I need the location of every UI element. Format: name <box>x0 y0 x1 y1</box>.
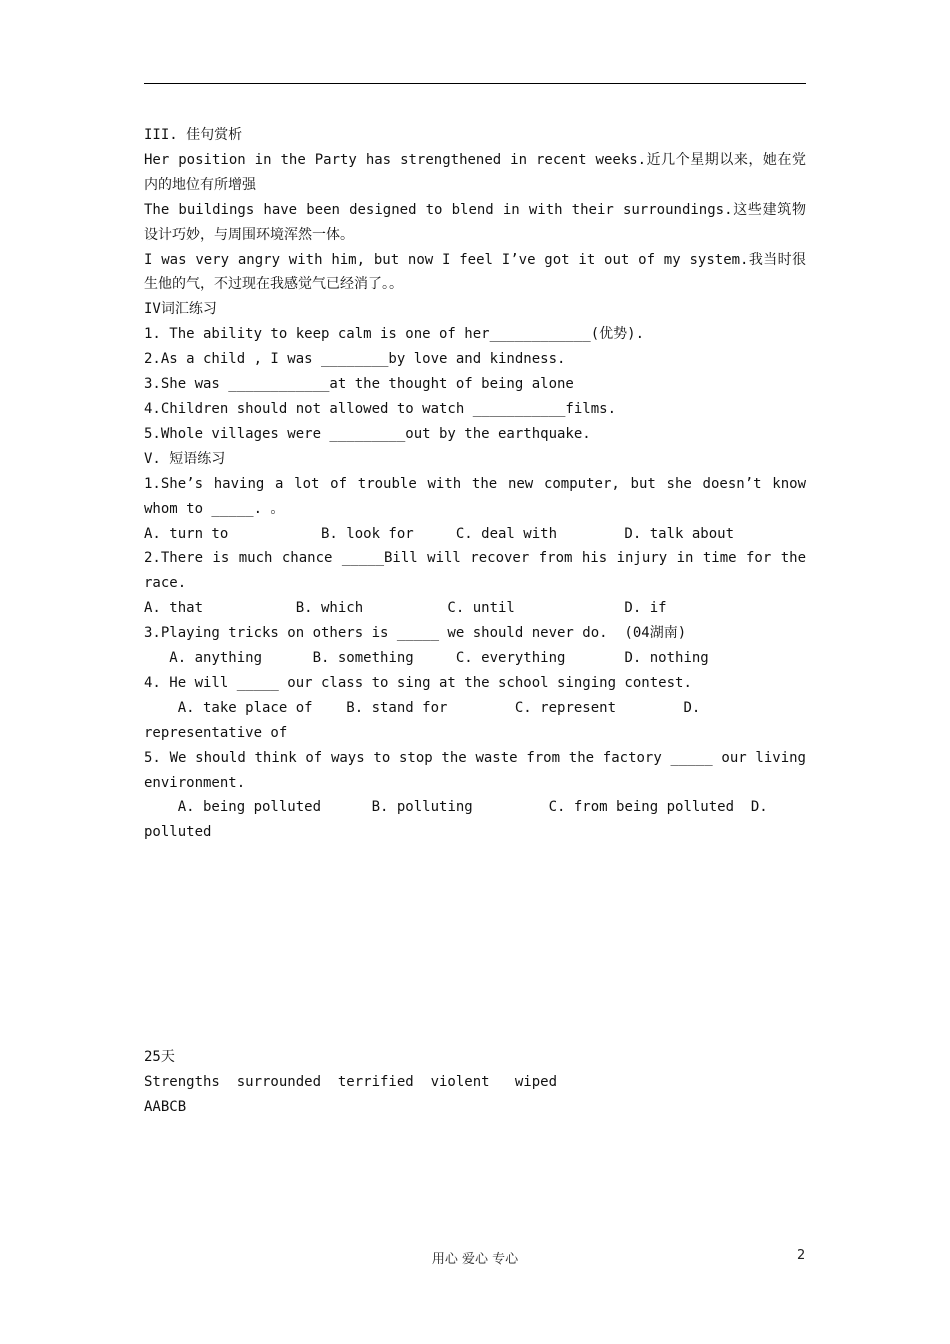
answer-day: 25天 <box>144 1049 175 1065</box>
phrase-options-1: A. turn to B. look for C. deal with D. talk about <box>144 525 735 542</box>
phrase-question-1: 1.She’s having a lot of trouble with the new computer, but she doesn’t know whom to _____. 。 <box>144 475 806 517</box>
vocab-item-3: 3.She was ____________at the thought of being alone <box>144 376 574 393</box>
phrase-question-4: 4. He will _____ our class to sing at the school singing contest. <box>144 674 692 691</box>
sentence-3: I was very angry with him, but now I feel I’ve got it out of my system.我当时很生他的气，不过现在我感觉气已经消了。。 <box>144 251 806 293</box>
section3-heading: III. 佳句赏析 <box>144 127 243 143</box>
answer-vocab: Strengths surrounded terrified violent wiped <box>144 1073 558 1090</box>
section5-heading: V. 短语练习 <box>144 450 226 467</box>
vocab-item-5: 5.Whole villages were _________out by the earthquake. <box>144 425 591 442</box>
answer-choices: AABCB <box>144 1098 187 1115</box>
phrase-question-5: 5. We should think of ways to stop the waste from the factory _____ our living environment. <box>144 749 806 791</box>
phrase-options-4: A. take place of B. stand for C. represent D. representative of <box>144 699 709 741</box>
answer-key <box>144 1045 806 1120</box>
sentence-1: Her position in the Party has strengthened in recent weeks.近几个星期以来，她在党内的地位有所增强 <box>144 151 806 193</box>
phrase-question-3: 3.Playing tricks on others is _____ we should never do. (04湖南) <box>144 625 687 642</box>
vocab-item-2: 2.As a child , I was ________by love and kindness. <box>144 351 566 368</box>
vocab-item-1: 1. The ability to keep calm is one of her____________(优势). <box>144 326 645 343</box>
section4-heading: IV词汇练习 <box>144 301 217 318</box>
vocab-item-4: 4.Children should not allowed to watch ___________films. <box>144 400 617 417</box>
phrase-options-3: A. anything B. something C. everything D. nothing <box>144 650 709 667</box>
phrase-options-2: A. that B. which C. until D. if <box>144 600 667 617</box>
sentence-2: The buildings have been designed to blend in with their surroundings.这些建筑物设计巧妙，与周围环境浑然一体。 <box>144 201 806 243</box>
header-rule <box>144 83 806 84</box>
footer-motto: 用心 爱心 专心 <box>431 1252 519 1267</box>
page-number: 2 <box>797 1248 806 1263</box>
document-body <box>144 123 806 845</box>
phrase-options-5: A. being polluted B. polluting C. from being polluted D. polluted <box>144 799 777 841</box>
phrase-question-2: 2.There is much chance _____Bill will recover from his injury in time for the race. <box>144 550 806 592</box>
